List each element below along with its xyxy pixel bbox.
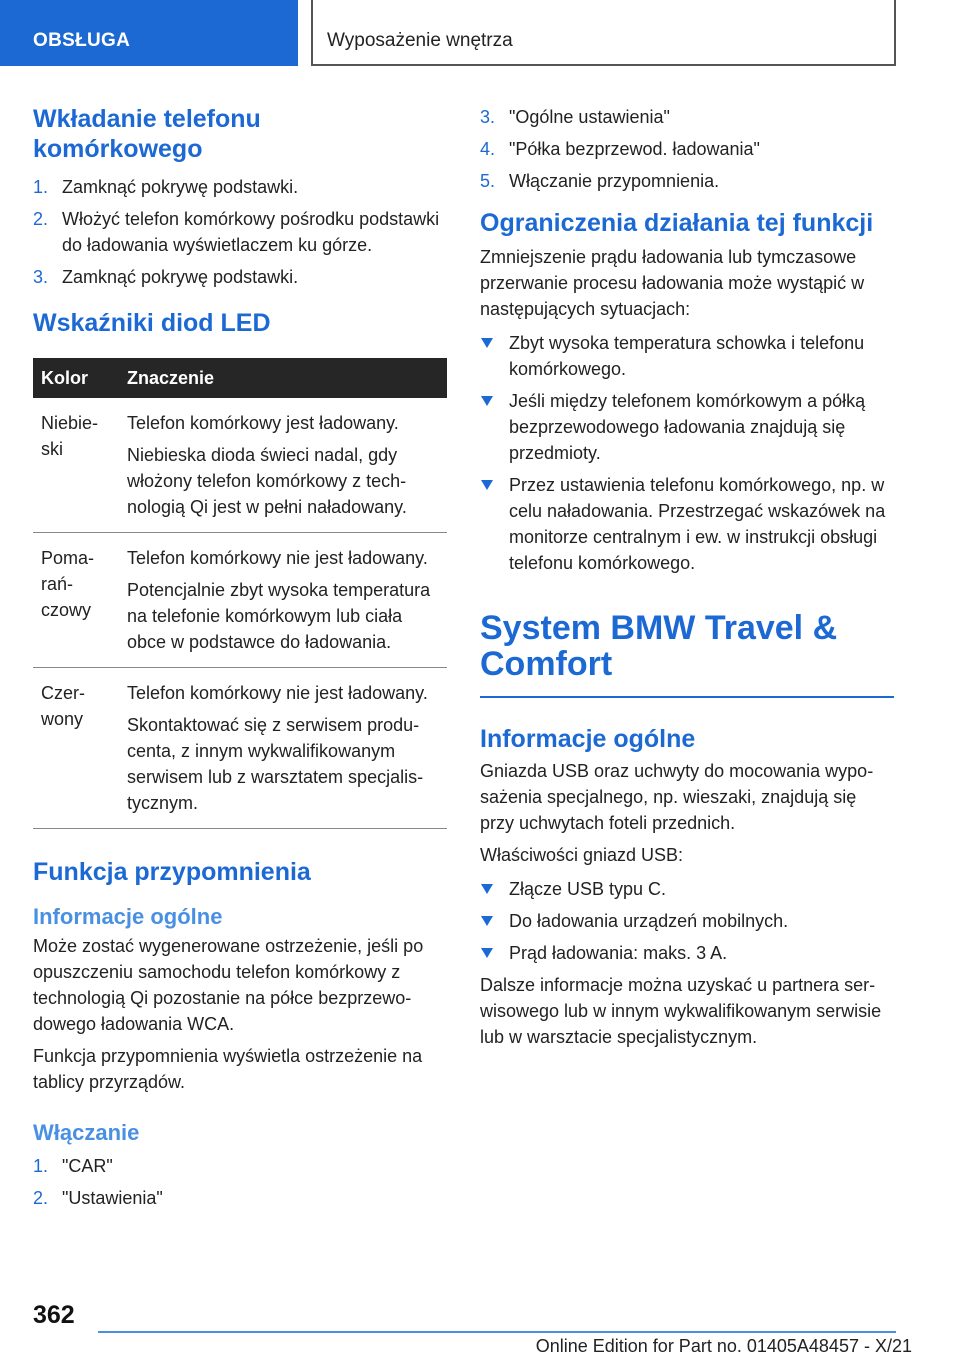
row-meaning: Telefon komórkowy jest ładowany. Niebieska dioda świeci nadal, gdy włożony telefon komórkowy z technologią Qi jest w pełni naładowany. <box>119 398 447 533</box>
system-paragraph-3: Dalsze informacje można uzyskać u partnera serwisowego lub w innym wykwalifikowanym serwisie lub w warsztacie specjalistycznym. <box>480 975 882 1047</box>
row-color: Pomarańczowy <box>33 533 119 668</box>
page-header <box>0 0 960 66</box>
row-meaning: Telefon komórkowy nie jest ładowany. Skontaktować się z serwisem producenta, z innym wykwalifikowanym serwisem lub z warsztatem specjalistycznym. <box>119 668 447 829</box>
reminder-heading: Funkcja przypomnienia <box>33 858 311 886</box>
list-item: 2. Włożyć telefon komórkowy pośrodku podstawki do ładowania wyświetlaczem ku górze. <box>33 209 440 255</box>
table-row <box>33 668 447 829</box>
list-item: 3. "Ogólne ustawienia" <box>480 107 670 127</box>
list-item: Jeśli między telefonem komórkowym a półką bezprzewodowego ładowania znajdują się przedmioty. <box>480 388 894 466</box>
header-color: Kolor <box>33 358 119 398</box>
chapter-tab <box>311 0 896 66</box>
system-paragraph-2: Właściwości gniazd USB: <box>480 845 684 865</box>
enable-steps-continued <box>480 104 894 194</box>
enable-subheading: Włączanie <box>33 1120 140 1145</box>
list-item: Prąd ładowania: maks. 3 A. <box>480 940 894 966</box>
chapter-label: Wyposażenie wnętrza <box>327 30 513 51</box>
table-row <box>33 398 447 533</box>
section-label: OBSŁUGA <box>33 30 131 51</box>
enable-steps-list <box>33 1153 447 1211</box>
system-heading: System BMW Travel & Comfort <box>480 609 838 683</box>
list-item: 5. Włączanie przypomnienia. <box>480 171 720 191</box>
left-column <box>33 100 447 1217</box>
triangle-bullet-icon <box>481 884 493 894</box>
right-column <box>480 100 894 1050</box>
reminder-paragraph-2: Funkcja przypomnienia wyświetla ostrzeżenie na tablicy przyrządów. <box>33 1046 423 1092</box>
edition-text: Online Edition for Part no. 01405A48457 - X/21 <box>535 1336 912 1356</box>
reminder-general-subheading: Informacje ogólne <box>33 904 223 929</box>
system-paragraph-1: Gniazda USB oraz uchwyty do mocowania wyposażenia specjalnego, np. wieszaki, znajdują się przy uchwytach foteli przednich. <box>480 761 874 833</box>
insert-steps-list <box>33 174 447 290</box>
heading-divider <box>480 696 894 698</box>
led-table <box>33 358 447 829</box>
section-tab <box>0 0 298 66</box>
system-general-heading: Informacje ogólne <box>480 725 696 753</box>
header-meaning: Znaczenie <box>119 358 447 398</box>
insert-phone-heading: Wkładanie telefonu komórkowego <box>33 105 261 163</box>
list-item: Do ładowania urządzeń mobilnych. <box>480 908 894 934</box>
list-item: 1. "CAR" <box>33 1156 113 1176</box>
triangle-bullet-icon <box>481 396 493 406</box>
limits-list <box>480 330 894 576</box>
reminder-paragraph-1: Może zostać wygenerowane ostrzeżenie, jeśli po opuszczeniu samochodu telefon komórkowy z technologią Qi pozostanie na półce bezprzewodowego ładowania WCA. <box>33 936 424 1034</box>
list-item: 4. "Półka bezprzewod. ładowania" <box>480 139 760 159</box>
limits-heading: Ograniczenia działania tej funkcji <box>480 209 874 237</box>
triangle-bullet-icon <box>481 480 493 490</box>
footer-divider <box>98 1331 896 1333</box>
triangle-bullet-icon <box>481 338 493 348</box>
list-item: Przez ustawienia telefonu komórkowego, np. w celu naładowania. Przestrzegać wskazówek na monitorze centralnym i ew. w instrukcji obsługi telefonu komórkowego. <box>480 472 894 576</box>
list-item: 1. Zamknąć pokrywę podstawki. <box>33 177 299 197</box>
triangle-bullet-icon <box>481 948 493 958</box>
page-number: 362 <box>33 1301 75 1329</box>
row-color: Niebieski <box>33 398 119 533</box>
list-item: 2. "Ustawienia" <box>33 1188 163 1208</box>
row-meaning: Telefon komórkowy nie jest ładowany. Potencjalnie zbyt wysoka temperatura na telefonie komórkowym lub ciała obce w podstawce do ładowania. <box>119 533 447 668</box>
limits-intro: Zmniejszenie prądu ładowania lub tymczasowe przerwanie procesu ładowania może wystąpić w następujących sytuacjach: <box>480 247 865 319</box>
usb-list <box>480 876 894 966</box>
list-item: Złącze USB typu C. <box>480 876 894 902</box>
table-header-row <box>33 358 447 398</box>
row-color: Czerwony <box>33 668 119 829</box>
led-heading: Wskaźniki diod LED <box>33 309 271 337</box>
table-row <box>33 533 447 668</box>
list-item: Zbyt wysoka temperatura schowka i telefonu komórkowego. <box>480 330 894 382</box>
list-item: 3. Zamknąć pokrywę podstawki. <box>33 267 299 287</box>
triangle-bullet-icon <box>481 916 493 926</box>
